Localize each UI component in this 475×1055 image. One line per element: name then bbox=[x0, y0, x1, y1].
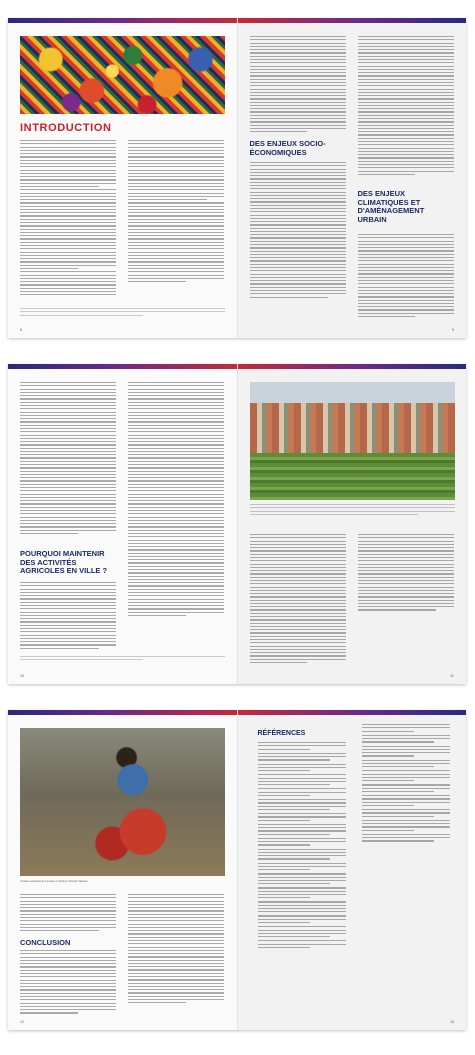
mosaic-illustration bbox=[20, 36, 225, 114]
page-top-bar bbox=[238, 18, 467, 23]
city-landscape-photo bbox=[250, 382, 455, 500]
section-heading-climatiques: DES ENJEUX CLIMATIQUES ET D'AMÉNAGEMENT URBAIN bbox=[357, 189, 425, 224]
text-column-1 bbox=[20, 382, 116, 536]
references-column-1 bbox=[258, 742, 346, 950]
text-column-2b bbox=[358, 234, 454, 319]
page-10 bbox=[8, 364, 238, 684]
footnotes bbox=[20, 656, 225, 663]
text-column-1 bbox=[250, 534, 346, 665]
text-column-2 bbox=[358, 534, 454, 613]
text-column-1 bbox=[20, 140, 116, 298]
text-column-2 bbox=[358, 36, 454, 177]
tomato-vendor-photo bbox=[20, 728, 225, 876]
photo-caption: Vendeur ambulant de tomates en Afrique. Pascale Valentin bbox=[20, 880, 88, 883]
section-heading-pourquoi: POURQUOI MAINTENIR DES ACTIVITÉS AGRICOLES EN VILLE ? bbox=[20, 549, 108, 575]
text-column-1b bbox=[20, 950, 116, 1016]
section-heading-conclusion: CONCLUSION bbox=[20, 938, 71, 947]
page-top-bar bbox=[8, 18, 237, 23]
text-column-1b bbox=[20, 582, 116, 651]
photo-caption bbox=[250, 504, 455, 517]
page-13 bbox=[238, 710, 467, 1030]
page-number: 8 bbox=[20, 328, 22, 332]
footnotes bbox=[20, 308, 225, 318]
page-12 bbox=[8, 710, 238, 1030]
page-number: 10 bbox=[20, 674, 24, 678]
page-11 bbox=[238, 364, 467, 684]
page-8 bbox=[8, 18, 238, 338]
spread-2 bbox=[8, 364, 466, 684]
page-top-bar bbox=[238, 364, 467, 369]
text-column-1b bbox=[250, 162, 346, 300]
section-heading-socio-economiques: DES ENJEUX SOCIO-ÉCONOMIQUES bbox=[249, 139, 326, 157]
text-column-2 bbox=[128, 140, 224, 284]
text-column-1 bbox=[250, 36, 346, 134]
page-number: 13 bbox=[450, 1020, 454, 1024]
text-column-2 bbox=[128, 382, 224, 618]
text-column-2 bbox=[128, 894, 224, 1006]
page-number: 9 bbox=[452, 328, 454, 332]
page-9 bbox=[238, 18, 467, 338]
page-top-bar bbox=[8, 364, 237, 369]
references-column-2 bbox=[362, 724, 450, 844]
page-top-bar bbox=[8, 710, 237, 715]
spread-3 bbox=[8, 710, 466, 1030]
section-heading-references: RÉFÉRENCES bbox=[257, 730, 306, 737]
section-heading-introduction: INTRODUCTION bbox=[20, 122, 112, 134]
page-number: 11 bbox=[450, 674, 454, 678]
page-top-bar bbox=[238, 710, 467, 715]
page-number: 12 bbox=[20, 1020, 24, 1024]
text-column-1 bbox=[20, 894, 116, 933]
spread-1 bbox=[8, 18, 466, 338]
